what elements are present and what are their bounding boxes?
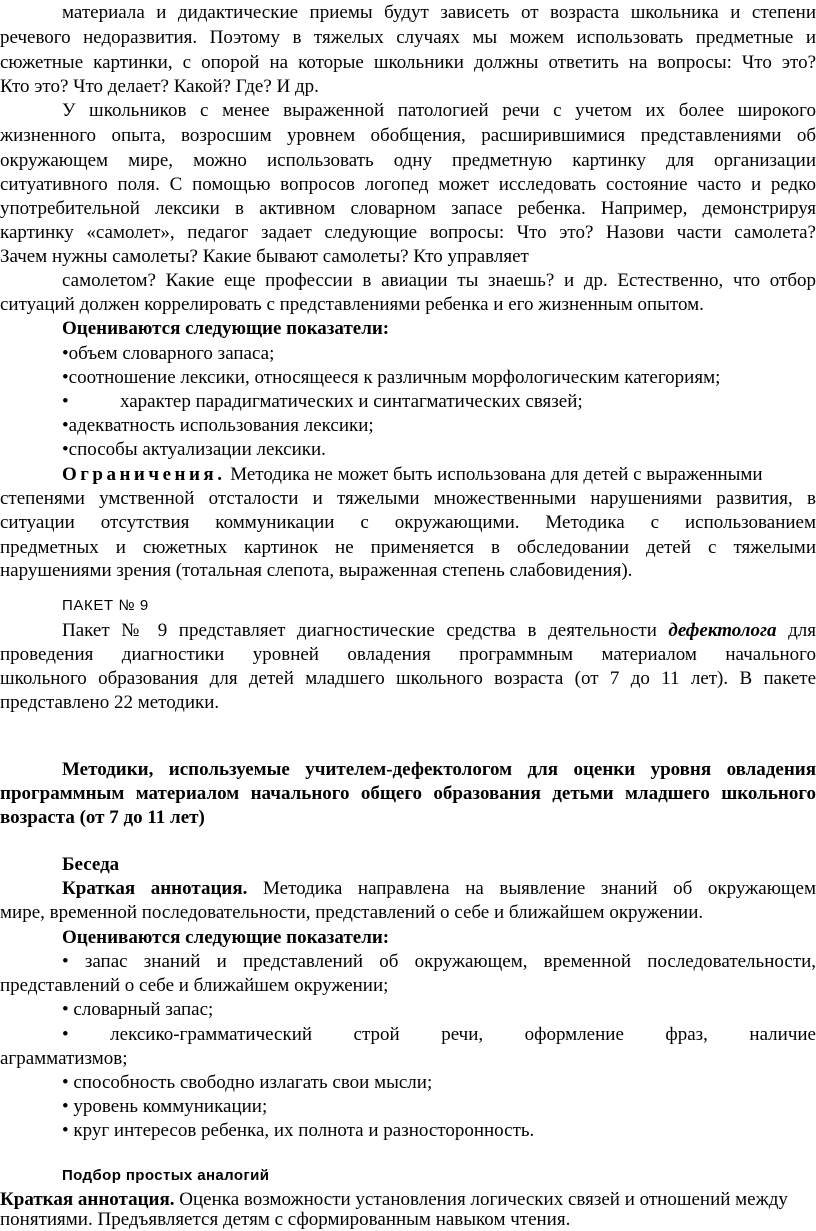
text-span: Методика направлена на выявление знаний об окружающем: [247, 878, 816, 899]
text-line: самолетом? Какие еще профессии в авиации ты знаешь? и др. Естественно, что отбор: [62, 270, 816, 291]
text-line: мире, временной последовательности, представлений о себе и ближайшем окружении.: [0, 902, 704, 923]
section-heading: программным материалом начального общего образования детьми младшего школьного: [0, 783, 816, 804]
restriction-text: Методика не может быть использована для детей с выраженными: [230, 464, 763, 485]
text-line: сюжетные картинки, с опорой на которые школьники должны ответить на вопросы: Что это?: [0, 52, 816, 73]
text-line: школьного образования для детей младшего школьного возраста (от 7 до 11 лет). В пакете: [0, 668, 816, 689]
list-item: [62, 390, 816, 413]
text-line: предметных и сюжетных картинок не применяется в обследовании детей с тяжелыми: [0, 537, 816, 558]
method-title: Беседа: [62, 854, 120, 875]
list-item: • запас знаний и представлений об окружающем, временной последовательности,: [62, 951, 816, 972]
text-line: ситуаций должен коррелировать с представлениями ребенка и его жизненным опытом.: [0, 294, 704, 315]
text-line: нарушениями зрения (тотальная слепота, выраженная степень слабовидения).: [0, 560, 633, 581]
text-line: ситуации отсутствия коммуникации с окружающими. Методика с использованием: [0, 512, 816, 533]
list-item: • уровень коммуникации;: [62, 1096, 268, 1117]
bullet: •: [62, 391, 69, 412]
text-line: [62, 877, 816, 900]
text-line: [62, 619, 816, 642]
text-line: степенями умственной отсталости и тяжелыми множественными нарушениями развития, в: [0, 488, 816, 509]
text-span: для: [776, 620, 816, 641]
text-line: речевого недоразвития. Поэтому в тяжелых случаях мы можем использовать предметные и: [0, 27, 816, 48]
annotation-label: Краткая аннотация.: [0, 1189, 175, 1210]
text-line: понятиями. Предъявляется детям с сформированным навыком чтения.: [0, 1209, 571, 1230]
package-title: ПАКЕТ № 9: [62, 597, 149, 614]
method-title: Подбор простых аналогий: [62, 1167, 270, 1184]
text-line: представлений о себе и ближайшем окружении;: [0, 975, 389, 996]
text-line: картинку «самолет», педагог задает следующие вопросы: Что это? Назови части самолета?: [0, 222, 816, 243]
indicators-heading: Оцениваются следующие показатели:: [62, 927, 390, 948]
text-line: Кто это? Что делает? Какой? Где? И др.: [0, 76, 319, 97]
indicators-heading: Оцениваются следующие показатели:: [62, 318, 390, 339]
section-heading: возраста (от 7 до 11 лет): [0, 807, 205, 828]
section-heading: Методики, используемые учителем-дефектологом для оценки уровня овладения: [62, 759, 816, 780]
list-item: •объем словарного запаса;: [62, 343, 275, 364]
list-item: •способы актуализации лексики.: [62, 439, 326, 460]
emphasis-text: дефектолога: [668, 620, 777, 641]
text-line: ситуативного поля. С помощью вопросов логопед может исследовать состояние часто и редко: [0, 174, 816, 195]
list-item: •соотношение лексики, относящееся к различным морфологическим категориям;: [62, 367, 721, 388]
text-line: У школьников с менее выраженной патологией речи с учетом их более широкого: [62, 100, 816, 121]
restriction-line: [62, 463, 816, 486]
text-line: аграмматизмов;: [0, 1048, 128, 1069]
text-line: жизненного опыта, возросшим уровнем обобщения, расширившимися представлениями об: [0, 125, 816, 146]
text-line: материала и дидактические приемы будут зависеть от возраста школьника и степени: [62, 2, 816, 23]
text-line: представлено 22 методики.: [0, 692, 220, 713]
restriction-label: Ограничения.: [62, 464, 226, 485]
list-item: • круг интересов ребенка, их полнота и разносторонность.: [62, 1120, 535, 1141]
text-line: употребительной лексики в активном словарном запасе ребенка. Например, демонстрируя: [0, 198, 816, 219]
list-item: • словарный запас;: [62, 999, 214, 1020]
text-line: окружающем мире, можно использовать одну предметную картинку для организации: [0, 150, 816, 171]
list-item-text: характер парадигматических и синтагматических связей;: [120, 391, 583, 412]
list-item: •адекватность использования лексики;: [62, 415, 374, 436]
list-item: • лексико-грамматический строй речи, оформление фраз, наличие: [62, 1024, 816, 1045]
list-item: • способность свободно излагать свои мысли;: [62, 1072, 433, 1093]
annotation-label: Краткая аннотация.: [62, 878, 248, 899]
text-line: Зачем нужны самолеты? Какие бывают самолеты? Кто управляет: [0, 246, 529, 267]
text-line: проведения диагностики уровней овладения программным материалом начального: [0, 644, 816, 665]
text-span: Оценка возможности установления логических связей и отношений между: [174, 1189, 788, 1210]
text-span: Пакет № 9 представляет диагностические средства в деятельности: [62, 620, 669, 641]
